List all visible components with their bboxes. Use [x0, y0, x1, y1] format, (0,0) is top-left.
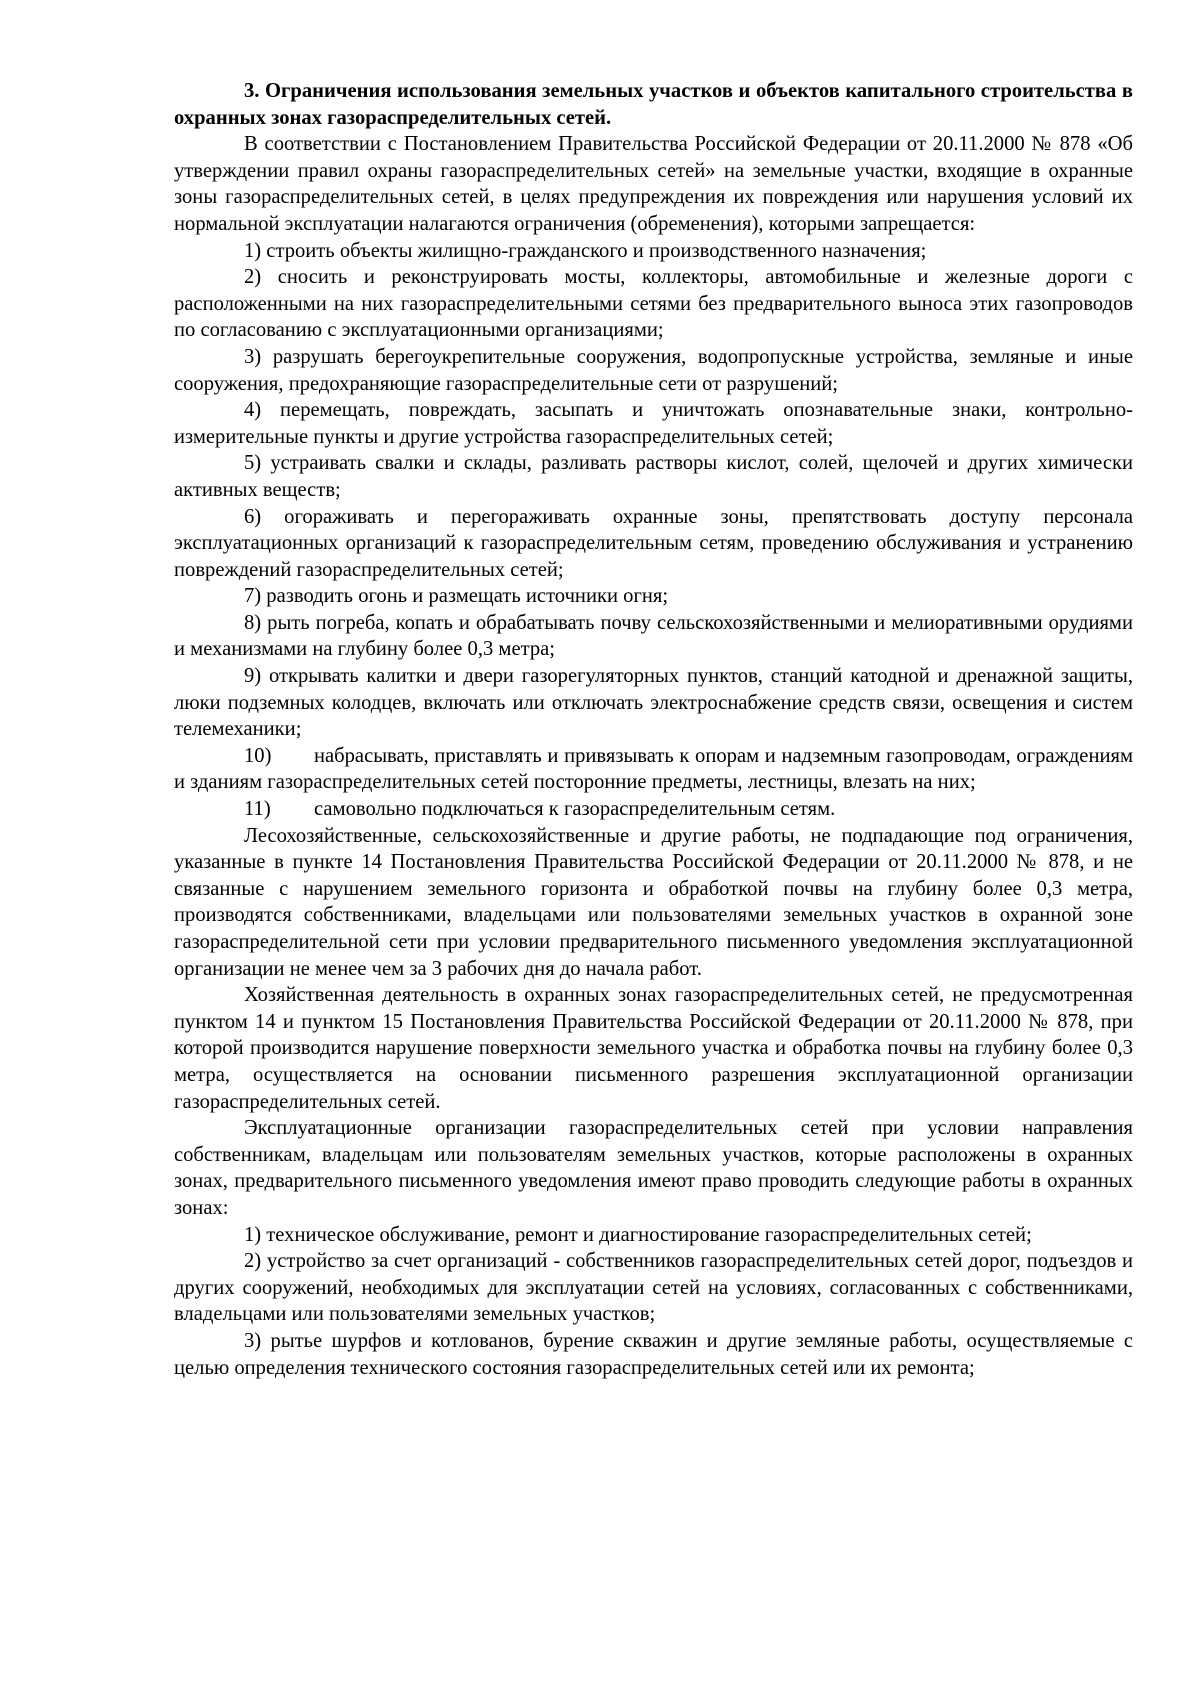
prohibition-item-9: 9) открывать калитки и двери газорегуляторных пунктов, станций катодной и дренажной защиты, люки подземных колодцев, включать или отключать электроснабжение средств связи, освещения и систем телемеханики;	[174, 665, 1133, 741]
economic-activity-paragraph: Хозяйственная деятельность в охранных зонах газораспределительных сетей, не предусмотренная пунктом 14 и пунктом 15 Постановления Правительства Российской Федерации от 20.11.2000 № 878, при которой производится нарушение поверхности земельного участка и обработка почвы на глубину более 0,3 метра, осуществляется на основании письменного разрешения эксплуатационной организации газораспределительных сетей.	[174, 984, 1133, 1113]
prohibition-item-3: 3) разрушать берегоукрепительные сооружения, водопропускные устройства, земляные и иные сооружения, предохраняющие газораспределительные сети от разрушений;	[174, 345, 1133, 395]
item-number: 10)	[244, 744, 272, 767]
prohibition-item-7: 7) разводить огонь и размещать источники огня;	[244, 585, 669, 608]
work-item-1: 1) техническое обслуживание, ремонт и диагностирование газораспределительных сетей;	[244, 1223, 1032, 1246]
forestry-works-paragraph: Лесохозяйственные, сельскохозяйственные и другие работы, не подпадающие под ограничения, указанные в пункте 14 Постановления Правительства Российской Федерации от 20.11.2000 № 878, и не связанные с нарушением земельного горизонта и обработкой почвы на глубину более 0,3 метра, производятся собственниками, владельцами или пользователями земельных участков в охранной зоне газораспределительной сети при условии предварительного письменного уведомления эксплуатационной организации не менее чем за 3 рабочих дня до начала работ.	[174, 824, 1133, 980]
section-heading: 3. Ограничения использования земельных участков и объектов капитального строительства в охранных зонах газораспределительных сетей.	[174, 80, 1133, 129]
prohibition-item-10	[174, 743, 1133, 796]
item-number: 11)	[244, 798, 271, 821]
prohibition-item-2: 2) сносить и реконструировать мосты, коллекторы, автомобильные и железные дороги с расположенными на них газораспределительными сетями без предварительного выноса этих газопроводов по согласованию с эксплуатационными организациями;	[174, 266, 1133, 342]
prohibition-item-6: 6) огораживать и перегораживать охранные зоны, препятствовать доступу персонала эксплуатационных организаций к газораспределительным сетям, проведению обслуживания и устранению повреждений газораспределительных сетей;	[174, 505, 1133, 581]
operators-rights-paragraph: Эксплуатационные организации газораспределительных сетей при условии направления собственникам, владельцам или пользователям земельных участков, которые расположены в охранных зонах, предварительного письменного уведомления имеют право проводить следующие работы в охранных зонах:	[174, 1117, 1133, 1219]
prohibition-item-8: 8) рыть погреба, копать и обрабатывать почву сельскохозяйственными и мелиоративными орудиями и механизмами на глубину более 0,3 метра;	[174, 611, 1133, 661]
item-text: набрасывать, приставлять и привязывать к опорам и надземным газопроводам, ограждениям и зданиям газораспределительных сетей посторонние предметы, лестницы, влезать на них;	[174, 744, 1133, 794]
work-item-2: 2) устройство за счет организаций - собственников газораспределительных сетей дорог, подъездов и других сооружений, необходимых для эксплуатации сетей на условиях, согласованных с собственниками, владельцами или пользователями земельных участков;	[174, 1250, 1133, 1326]
prohibition-item-4: 4) перемещать, повреждать, засыпать и уничтожать опознавательные знаки, контрольно-измерительные пункты и другие устройства газораспределительных сетей;	[174, 399, 1133, 448]
item-text: самовольно подключаться к газораспределительным сетям.	[314, 798, 836, 821]
prohibition-item-1: 1) строить объекты жилищно-гражданского и производственного назначения;	[244, 239, 927, 262]
work-item-3: 3) рытье шурфов и котлованов, бурение скважин и другие земляные работы, осуществляемые с целью определения технического состояния газораспределительных сетей или их ремонта;	[174, 1329, 1133, 1379]
intro-paragraph: В соответствии с Постановлением Правительства Российской Федерации от 20.11.2000 № 878 «Об утверждении правил охраны газораспределительных сетей» на земельные участки, входящие в охранные зоны газораспределительных сетей, в целях предупреждения их повреждения или нарушения условий их нормальной эксплуатации налагаются ограничения (обременения), которыми запрещается:	[174, 133, 1133, 235]
prohibition-item-5: 5) устраивать свалки и склады, разливать растворы кислот, солей, щелочей и других химически активных веществ;	[174, 452, 1133, 501]
prohibition-item-11	[174, 796, 1133, 823]
